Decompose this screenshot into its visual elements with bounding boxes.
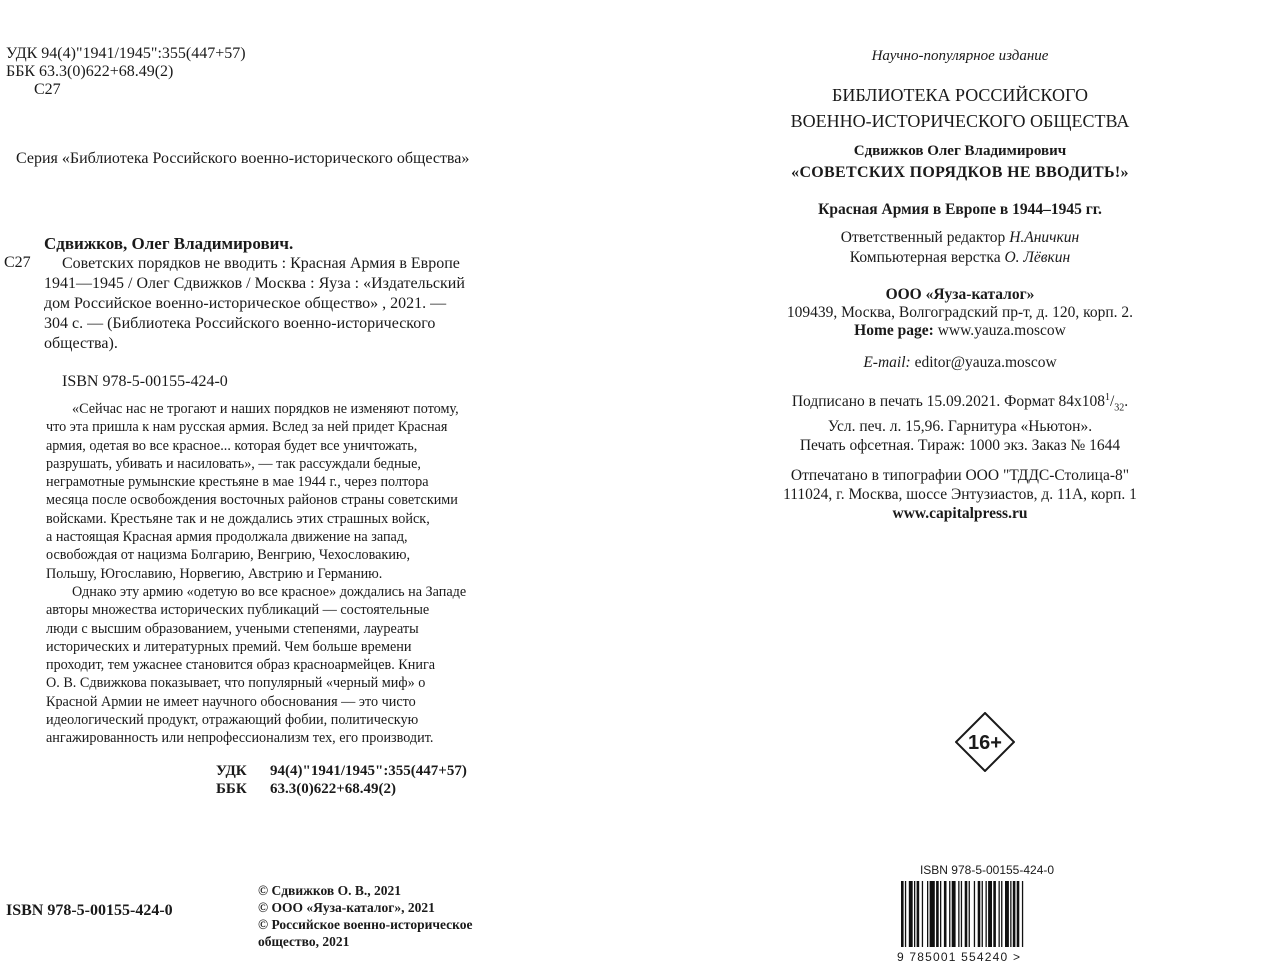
print-line-2: Усл. печ. л. 15,96. Гарнитура «Ньютон». <box>827 418 1093 436</box>
annotation-line: ангажированность или непрофессионализм тех, его производит. <box>46 730 434 747</box>
barcode-bar <box>952 881 956 947</box>
copyright-block <box>258 882 472 950</box>
biblio-line: 1941—1945 / Олег Сдвижков / Москва : Яуза : «Издательский <box>44 275 465 292</box>
barcode-bar <box>974 881 975 947</box>
barcode-digits: 9 785001 554240 > <box>897 950 1022 964</box>
barcode-bar <box>1017 881 1020 947</box>
format-numerator: 1 <box>1104 392 1110 403</box>
isbn-line: ISBN 978-5-00155-424-0 <box>62 373 228 390</box>
print-info-block <box>640 388 1280 455</box>
annotation-line: армия, одетая во все красное... которая будет все уничтожать, <box>46 437 418 454</box>
annotation-line: «Сейчас нас не трогают и наших порядков не изменяют потому, <box>72 401 459 417</box>
barcode-bar <box>1013 881 1016 947</box>
bibliographic-author: Сдвижков, Олег Владимирович. <box>44 234 294 253</box>
copyright-line: © Российское военно-историческое <box>258 917 473 932</box>
layout-name: О. Лёвкин <box>1004 249 1071 266</box>
editor-label: Ответственный редактор <box>840 229 1010 246</box>
print-line-1-text: Подписано в печать 15.09.2021. Формат 84x108 <box>791 393 1105 411</box>
publisher-name: ООО «Яуза-каталог» <box>885 286 1035 303</box>
annotation-line: освобождая от нацизма Болгарию, Венгрию, Чехословакию, <box>46 547 411 564</box>
printer-line: Отпечатано в типографии ООО "ТДДС-Столица-8" <box>790 467 1130 484</box>
print-line-3: Печать офсетная. Тираж: 1000 экз. Заказ № 1644 <box>799 437 1121 455</box>
print-line-1: Подписано в печать 15.09.2021. Формат $84x108^1/_{32}$. <box>791 392 1129 414</box>
annotation <box>46 400 498 748</box>
barcode-bar <box>949 881 950 947</box>
barcode-bar <box>986 881 987 947</box>
barcode-bar <box>1010 881 1011 947</box>
layout-label: Компьютерная верстка <box>849 249 1005 266</box>
format-denominator: 32 <box>1114 402 1125 414</box>
annotation-line: авторы множества исторических публикаций — состоятельные <box>46 602 430 619</box>
biblio-line: общества). <box>44 335 118 352</box>
barcode-bar <box>917 881 920 947</box>
udk-value: 94(4)"1941/1945":355(447+57) <box>270 763 467 779</box>
editor-line <box>640 229 1280 247</box>
udk-bottom-block <box>216 762 467 798</box>
book-title: «СОВЕТСКИХ ПОРЯДКОВ НЕ ВВОДИТЬ!» <box>791 164 1129 181</box>
barcode-bar <box>944 881 947 947</box>
biblio-line: 304 с. — (Библиотека Российского военно-исторического <box>44 315 436 332</box>
copyright-line: © ООО «Яуза-каталог», 2021 <box>258 900 435 915</box>
author-mark: С27 <box>4 254 31 271</box>
bbk-value: 63.3(0)622+68.49(2) <box>270 781 397 797</box>
udk-label: УДК <box>216 763 247 779</box>
udk-top-line: УДК 94(4)"1941/1945":355(447+57) <box>6 45 246 62</box>
barcode-bar <box>958 881 959 947</box>
barcode-bar <box>961 881 962 947</box>
bbk-label: ББК <box>216 781 247 797</box>
right-page <box>640 0 1280 976</box>
biblio-line: дом Российское военно-историческое общество» , 2021. — <box>44 295 447 312</box>
annotation-line: разрушать, убивать и насиловать», — так рассуждали бедные, <box>46 455 421 472</box>
email-value: editor@yauza.moscow <box>910 354 1057 371</box>
homepage-line <box>640 322 1280 340</box>
barcode-bar <box>1005 881 1009 947</box>
printer-block <box>640 466 1280 523</box>
barcode-bar <box>1022 881 1023 947</box>
biblio-line: Советских порядков не вводить : Красная Армия в Европе <box>62 255 460 272</box>
barcode-bar <box>940 881 941 947</box>
barcode-bar <box>988 881 992 947</box>
barcode-isbn: ISBN 978-5-00155-424-0 <box>919 863 1055 877</box>
udk-top-block <box>6 45 246 99</box>
copyright-line: © Сдвижков О. В., 2021 <box>258 883 401 898</box>
barcode-bar <box>909 881 913 947</box>
age-rating-text: 16+ <box>968 732 1002 754</box>
barcode <box>897 881 1077 951</box>
bibliographic-description <box>44 254 504 354</box>
book-author: Сдвижков Олег Владимирович <box>853 143 1067 159</box>
barcode-bar <box>978 881 981 947</box>
homepage-url: www.yauza.moscow <box>933 322 1066 339</box>
annotation-line: люди с высшим образованием, учеными степенями, лауреаты <box>46 620 419 637</box>
barcode-bar <box>965 881 968 947</box>
email-label: E-mail: <box>863 354 911 371</box>
email-line <box>640 354 1280 372</box>
publisher-address: 109439, Москва, Волгоградский пр-т, д. 120, корп. 2. <box>786 304 1134 321</box>
annotation-line: Польшу, Югославию, Норвегию, Австрию и Германию. <box>46 565 383 582</box>
barcode-bar <box>969 881 970 947</box>
barcode-bar <box>936 881 939 947</box>
barcode-bar <box>922 881 923 947</box>
library-series-title <box>640 82 1280 134</box>
barcode-bar <box>927 881 928 947</box>
barcode-bar <box>905 881 906 947</box>
author-mark-top: С27 <box>34 81 61 98</box>
age-rating-badge <box>955 712 1015 772</box>
barcode-bar <box>901 881 904 947</box>
library-line: ВОЕННО-ИСТОРИЧЕСКОГО ОБЩЕСТВА <box>790 111 1130 131</box>
annotation-line: Однако эту армию «одетую во все красное» дождались на Западе <box>72 583 467 600</box>
barcode-bar <box>993 881 996 947</box>
annotation-line: месяца после освобождения восточных районов страны советскими <box>46 492 458 509</box>
barcode-bar <box>914 881 915 947</box>
annotation-line: что эта пришла к нам русская армия. Вслед за ней придет Красная <box>46 419 448 436</box>
annotation-line: неграмотные румынские крестьяне в мае 1944 г., через полтора <box>46 474 429 491</box>
book-subtitle: Красная Армия в Европе в 1944–1945 гг. <box>818 201 1102 218</box>
series-line: Серия «Библиотека Российского военно-исторического общества» <box>16 150 470 167</box>
library-line: БИБЛИОТЕКА РОССИЙСКОГО <box>832 85 1088 105</box>
barcode-bar <box>930 881 935 947</box>
isbn-bottom: ISBN 978-5-00155-424-0 <box>6 902 173 919</box>
annotation-line: идеологический продукт, отражающий фобии, политическую <box>46 712 419 729</box>
layout-line <box>640 249 1280 267</box>
annotation-line: Красной Армии не имеет научного обоснования — это чисто <box>46 693 416 710</box>
annotation-line: проходит, тем ужаснее становится образ красноармейцев. Книга <box>46 657 436 674</box>
publisher-block <box>640 286 1280 340</box>
barcode-bar <box>982 881 983 947</box>
bbk-top-line: ББК 63.3(0)622+68.49(2) <box>6 63 174 80</box>
barcode-bar <box>1001 881 1002 947</box>
annotation-line: войсками. Крестьяне так и не дождались этих страшных войск, <box>46 510 430 527</box>
printer-line: 111024, г. Москва, шоссе Энтузиастов, д. 11А, корп. 1 <box>783 486 1137 503</box>
editor-name: Н.Аничкин <box>1009 229 1080 246</box>
genre-label: Научно-популярное издание <box>871 48 1049 64</box>
copyright-line: общество, 2021 <box>258 934 350 949</box>
print-line-1-end: . <box>1124 393 1129 411</box>
homepage-label: Home page: <box>854 322 934 339</box>
annotation-line: а настоящая Красная армия продолжала движение на запад, <box>46 529 408 546</box>
printer-url: www.capitalpress.ru <box>892 505 1028 522</box>
annotation-line: О. В. Сдвижкова показывает, что популярный «черный миф» о <box>46 675 426 692</box>
barcode-bar <box>999 881 1000 947</box>
annotation-line: исторических и литературных премий. Чем больше времени <box>46 638 412 655</box>
